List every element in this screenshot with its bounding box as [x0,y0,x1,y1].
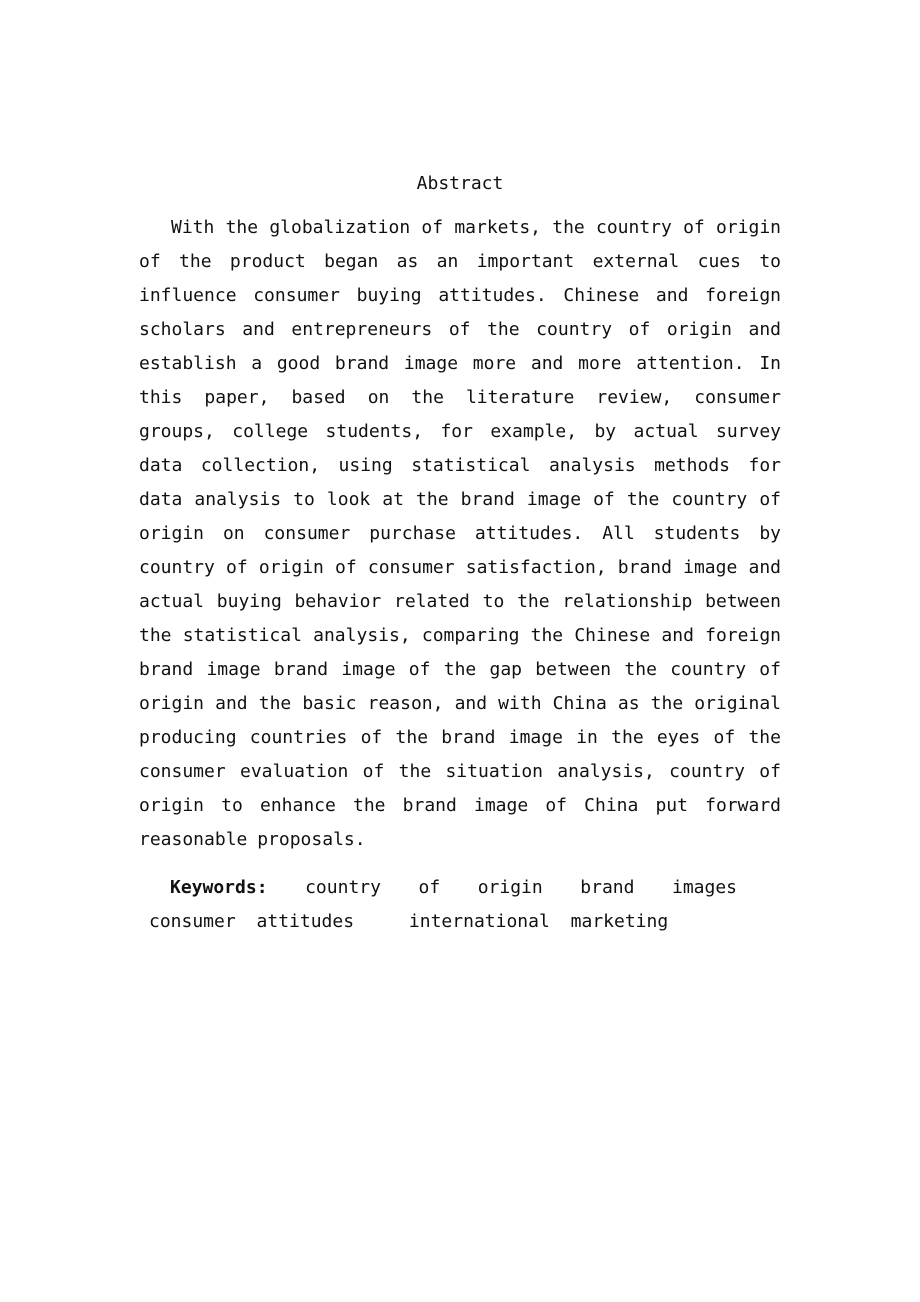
keywords-label: Keywords: [170,877,268,898]
keyword-item: brand images [580,877,738,898]
keyword-item: international marketing [408,911,669,932]
abstract-title: Abstract [416,173,504,194]
keyword-item: country of origin [305,877,543,898]
abstract-body: With the globalization of markets, the country of origin of the product began as an important external cues to influence consumer buying attitudes. Chinese and foreign scholars and entrepreneurs of the country of origin and establish a good brand image more and more attention. In this paper, based on the literature review, consumer groups, college students, for example, by actual survey data collection, using statistical analysis methods for data analysis to look at the brand image of the country of origin on consumer purchase attitudes. All students by country of origin of consumer satisfaction, brand image and actual buying behavior related to the relationship between the statistical analysis, comparing the Chinese and foreign brand image brand image of the gap between the country of origin and the basic reason, and with China as the original producing countries of the brand image in the eyes of the consumer evaluation of the situation analysis, country of origin to enhance the brand image of China put forward reasonable proposals. [139,217,781,850]
keyword-item: consumer attitudes [149,911,355,932]
keywords-section [149,871,793,939]
